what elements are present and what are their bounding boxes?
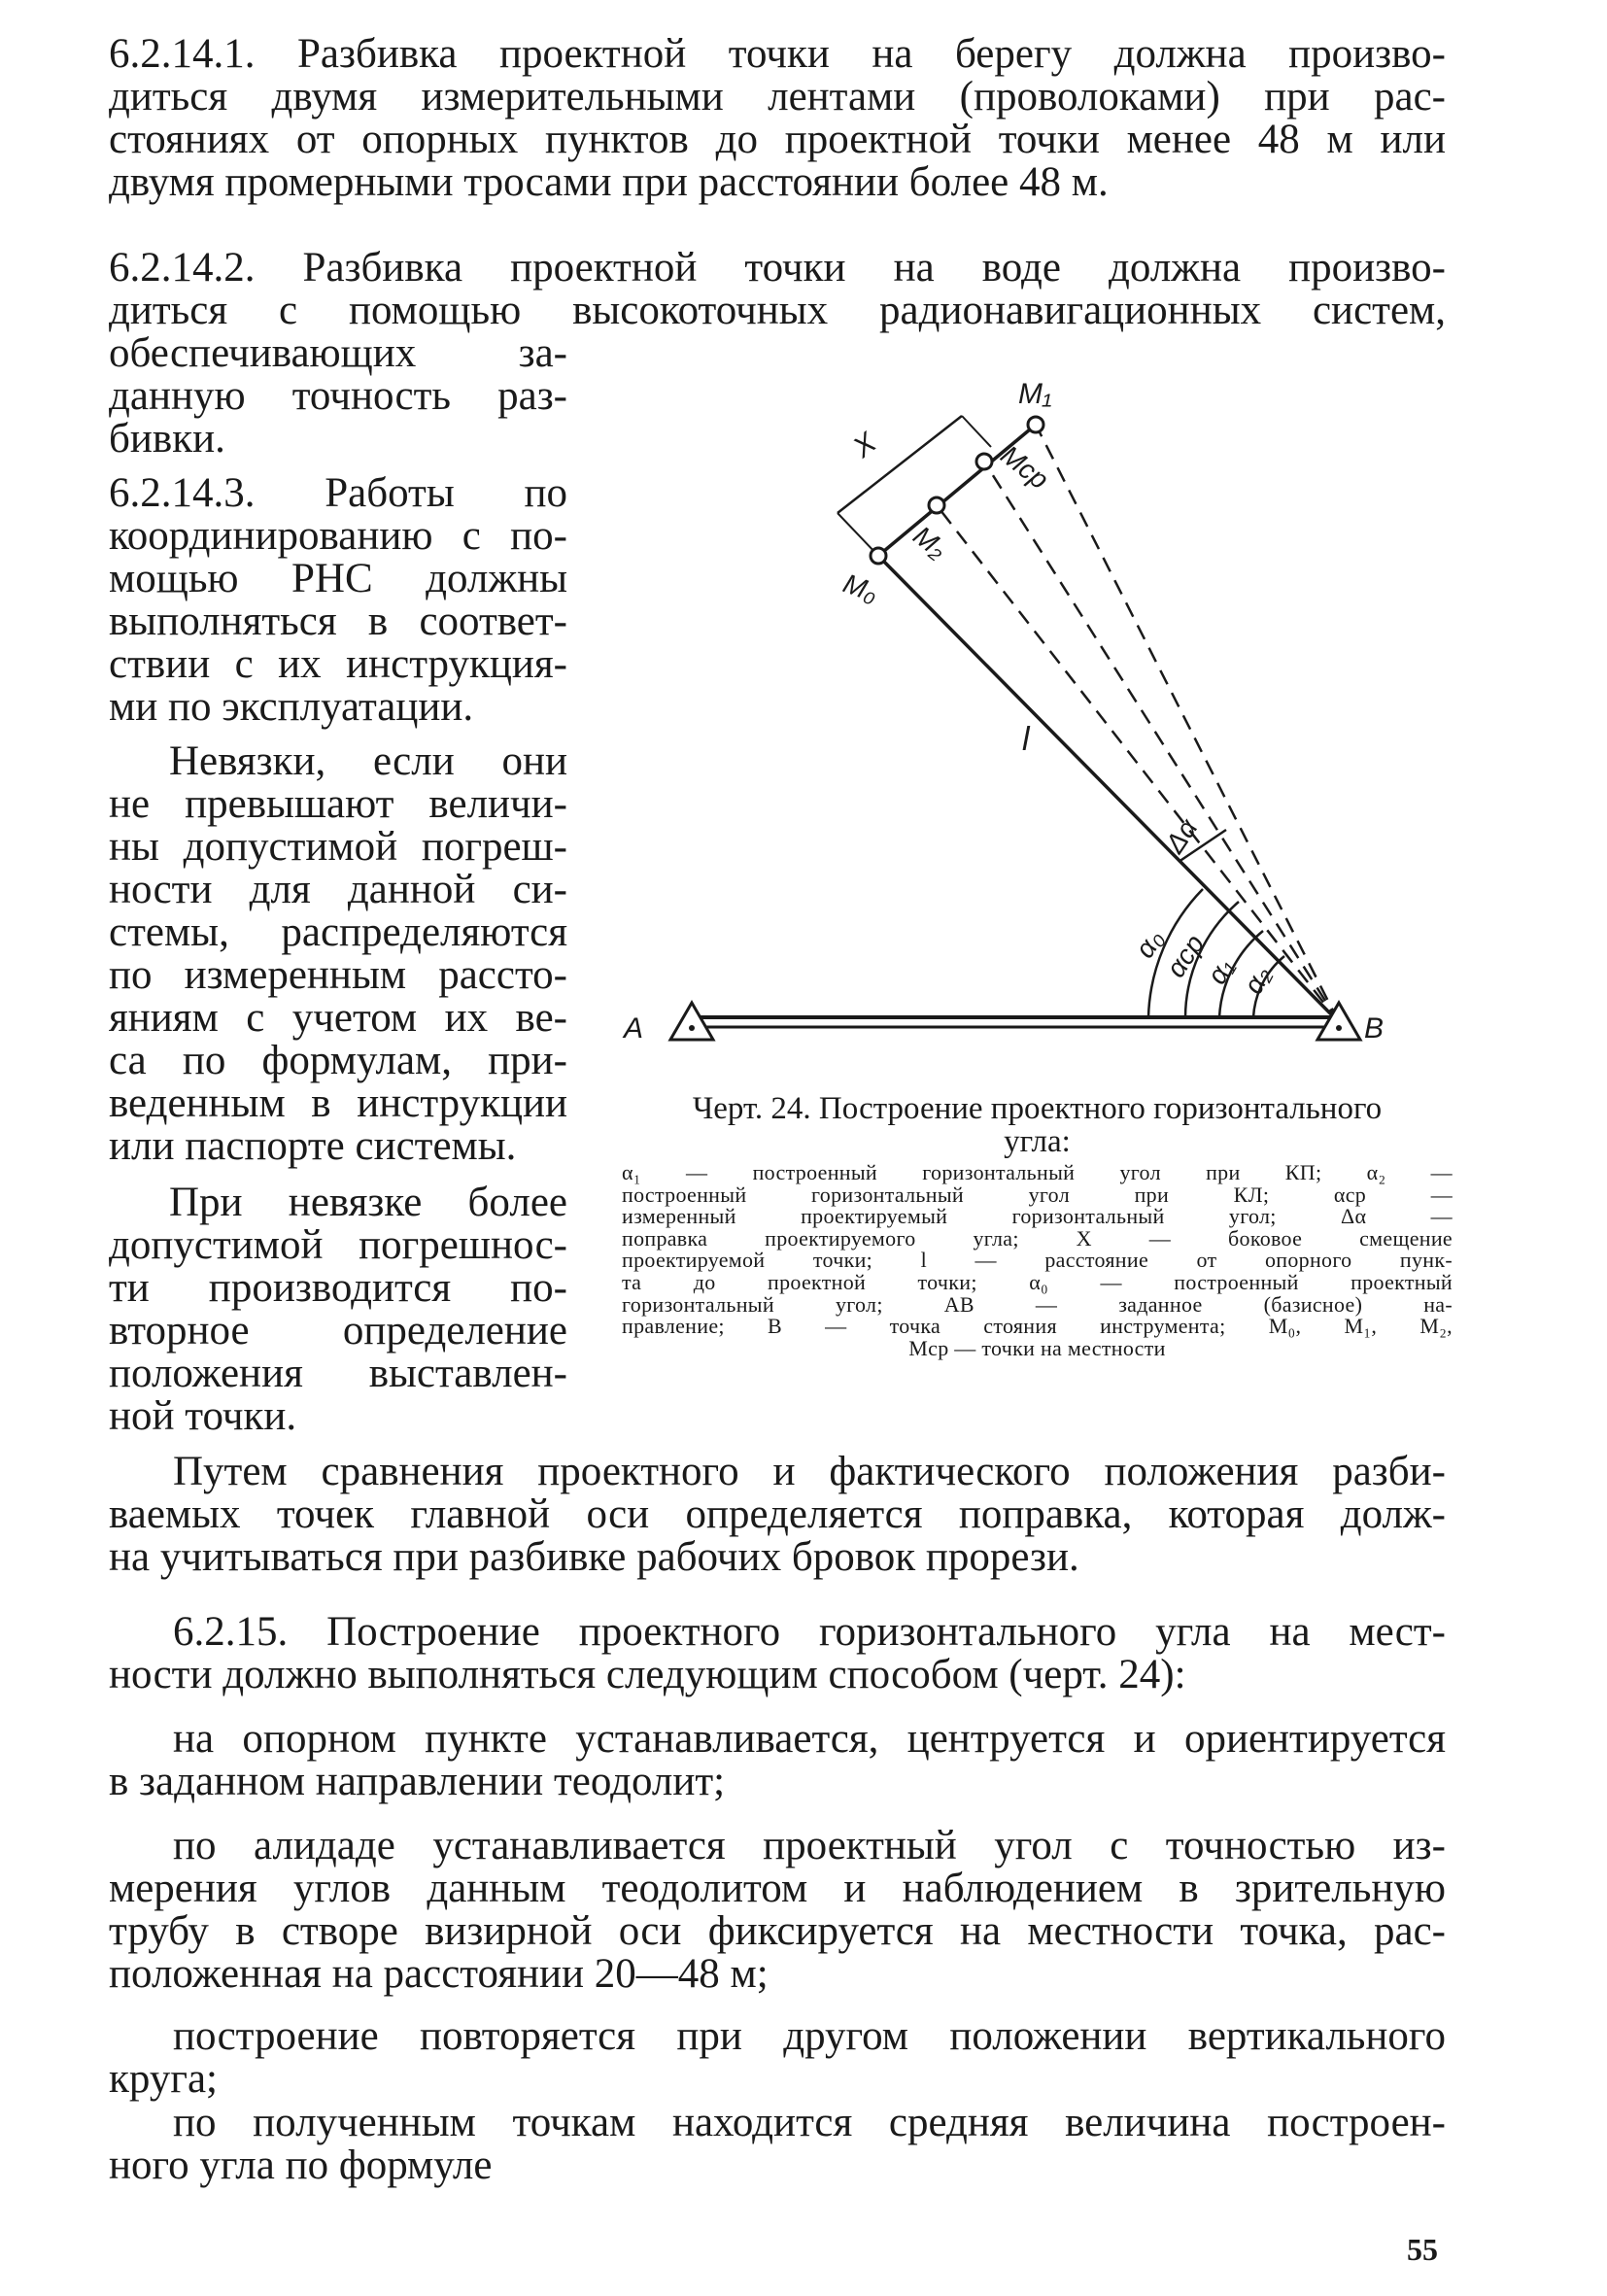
text-line: 6.2.14.1. Разбивка проектной точки на берегу должна произво- bbox=[109, 31, 1446, 77]
text-line: построение повторяется при другом положении вертикального bbox=[173, 2013, 1446, 2059]
text-line: ми по эксплуатации. bbox=[109, 684, 474, 730]
text-line: диться двумя измерительными лентами (проволоками) при рас- bbox=[109, 74, 1446, 120]
label-mcp: Mср bbox=[995, 439, 1055, 496]
point-m1 bbox=[1028, 417, 1043, 432]
text-line: ти производится по- bbox=[109, 1265, 567, 1311]
label-alpha2: α₂ bbox=[1237, 961, 1277, 999]
text-line: не превышают величи- bbox=[109, 781, 567, 827]
point-mcp bbox=[976, 454, 992, 469]
label-a: А bbox=[624, 1012, 644, 1045]
label-delta-alpha: Δα bbox=[1159, 813, 1204, 859]
page-number: 55 bbox=[1407, 2232, 1438, 2267]
point-m2 bbox=[929, 497, 944, 513]
legend-line: Mср — точки на местности bbox=[908, 1335, 1166, 1360]
text-line: Путем сравнения проектного и фактического положения разби- bbox=[173, 1449, 1446, 1494]
caption-line: угла: bbox=[1004, 1124, 1071, 1159]
text-line: яниям с учетом их ве- bbox=[109, 995, 567, 1041]
text-line: в заданном направлении теодолит; bbox=[109, 1759, 726, 1804]
text-line: ности должно выполняться следующим способом (черт. 24): bbox=[109, 1652, 1186, 1697]
paragraph-step-4 bbox=[109, 2102, 1446, 2187]
text-line: ности для данной си- bbox=[109, 867, 567, 912]
legend-line: та до проектной точки; α₀ — построенный проектный bbox=[622, 1269, 1453, 1294]
paragraph-comparison bbox=[109, 1451, 1446, 1579]
text-line: мерения углов данным теодолитом и наблюдением в зрительную bbox=[109, 1866, 1446, 1911]
paragraph-step-2 bbox=[109, 1825, 1446, 1996]
label-b: В bbox=[1364, 1012, 1385, 1045]
text-line: мощью РНС должны bbox=[109, 556, 567, 601]
text-line: ны допустимой погреш- bbox=[109, 824, 567, 870]
text-line: по полученным точкам находится средняя величина построен- bbox=[173, 2100, 1446, 2145]
text-line: ваемых точек главной оси определяется поправка, которая долж- bbox=[109, 1491, 1446, 1537]
label-m2: M₂ bbox=[907, 520, 953, 565]
paragraph-6-2-15 bbox=[109, 1611, 1446, 1696]
text-line: ной точки. bbox=[109, 1393, 297, 1439]
paragraph-step-3 bbox=[109, 2015, 1446, 2101]
text-line: двумя промерными тросами при расстоянии более 48 м. bbox=[109, 159, 1109, 205]
legend-line: измеренный проектируемый горизонтальный угол; Δα — bbox=[622, 1204, 1453, 1229]
text-line: или паспорте системы. bbox=[109, 1123, 517, 1169]
text-line: положенная на расстоянии 20—48 м; bbox=[109, 1951, 769, 1997]
text-line: ствии с их инструкция- bbox=[109, 641, 567, 687]
text-line: круга; bbox=[109, 2056, 218, 2102]
text-line: данную точность раз- bbox=[109, 373, 567, 419]
paragraph-step-1 bbox=[109, 1718, 1446, 1803]
text-line: ного угла по формуле bbox=[109, 2142, 493, 2188]
text-line: по алидаде устанавливается проектный угол с точностью из- bbox=[173, 1823, 1446, 1868]
text-line: бивки. bbox=[109, 416, 225, 462]
label-alpha0: α₀ bbox=[1129, 923, 1170, 964]
label-alpha1: α₁ bbox=[1201, 953, 1240, 989]
text-line: выполняться в соответ- bbox=[109, 599, 567, 644]
text-line: координированию с по- bbox=[109, 513, 567, 559]
label-x: X bbox=[846, 427, 883, 464]
text-line: трубу в створе визирной оси фиксируется на местности точка, рас- bbox=[109, 1908, 1446, 1954]
text-line: на опорном пункте устанавливается, центруется и ориентируется bbox=[173, 1716, 1446, 1762]
figure-caption-title bbox=[622, 1092, 1453, 1158]
text-line: стояниях от опорных пунктов до проектной точки менее 48 м или bbox=[109, 117, 1446, 162]
text-line: стемы, распределяются bbox=[109, 909, 567, 955]
legend-line: правление; B — точка стояния инструмента; M₀, M₁, M₂, bbox=[622, 1314, 1453, 1339]
text-line: положения выставлен- bbox=[109, 1351, 567, 1396]
text-line: веденным в инструкции bbox=[109, 1080, 567, 1126]
text-line: 6.2.15. Построение проектного горизонтального угла на мест- bbox=[173, 1609, 1446, 1655]
legend-line: проектируемой точки; l — расстояние от опорного пунк- bbox=[622, 1248, 1453, 1273]
text-line: допустимой погрешнос- bbox=[109, 1222, 567, 1268]
legend-line: поправка проектируемого угла; X — боковое смещение bbox=[622, 1225, 1453, 1251]
legend-line: α₁ — построенный горизонтальный угол при КП; α₂ — bbox=[622, 1160, 1453, 1184]
legend-line: горизонтальный угол; AB — заданное (базисное) на- bbox=[622, 1291, 1453, 1317]
legend-line: построенный горизонтальный угол при КЛ; αср — bbox=[622, 1182, 1453, 1207]
text-line: При невязке более bbox=[169, 1180, 567, 1225]
ray-l bbox=[878, 556, 1339, 1022]
x-dimension-line bbox=[838, 416, 962, 513]
label-m0: M₀ bbox=[838, 567, 882, 608]
text-line: Невязки, если они bbox=[169, 738, 567, 784]
text-line: са по формулам, при- bbox=[109, 1038, 567, 1083]
label-alpha-cp: αср bbox=[1160, 929, 1211, 983]
text-line: на учитываться при разбивке рабочих бровок прорези. bbox=[109, 1534, 1079, 1580]
station-a-triangle bbox=[670, 1003, 713, 1040]
text-line: 6.2.14.2. Разбивка проектной точки на воде должна произво- bbox=[109, 245, 1446, 291]
figure-legend bbox=[622, 1162, 1453, 1359]
text-line: обеспечивающих за- bbox=[109, 330, 567, 376]
label-l: l bbox=[1022, 721, 1030, 758]
text-line: по измеренным рассто- bbox=[109, 952, 567, 998]
text-line: диться с помощью высокоточных радионавигационных систем, bbox=[109, 288, 1446, 333]
label-m1: M₁ bbox=[1018, 378, 1052, 410]
caption-line: Черт. 24. Построение проектного горизонтального bbox=[692, 1091, 1383, 1126]
text-line: 6.2.14.3. Работы по bbox=[109, 470, 567, 516]
text-line: вторное определение bbox=[109, 1308, 567, 1354]
point-m0 bbox=[871, 548, 886, 564]
